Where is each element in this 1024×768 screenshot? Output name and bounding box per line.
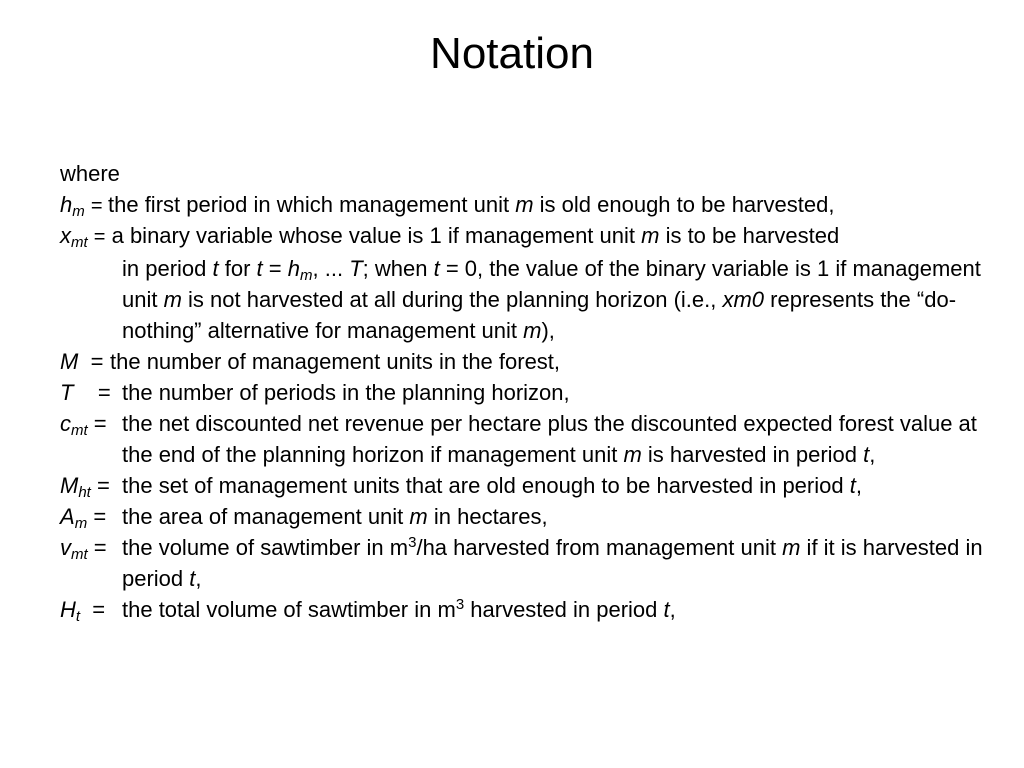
notation-list	[60, 158, 990, 625]
symbol-Am: $A_m$ =	[60, 504, 107, 532]
definition-Ht: $H_t$ = the total volume of sawtimber in $m^3$ harvested in period t,	[60, 596, 676, 625]
slide-title: Notation	[430, 29, 594, 78]
definition-M: M = the number of management units in the forest,	[60, 346, 990, 377]
definition-T: T = the number of periods in the planning horizon,	[60, 377, 990, 408]
definition-cmt: $c_{mt}$ = the net discounted net revenue per hectare plus the discounted expected forest value at the end of the planning horizon if management unit m is harvested in period t,	[60, 408, 990, 470]
symbol-hm: $h_m$ =	[60, 192, 103, 220]
definition-xmt: $x_{mt} = a$ binary variable whose value is 1 if management unit m is to be harvested in period t for $t = h_m$, ... T; when t = 0, the value of the binary variable is 1 if management unit m is not harvested at all during the planning horizon (i.e., xm0 represents the “do-nothing” alternative for management unit m),	[60, 223, 981, 343]
intro-text: where	[60, 161, 120, 186]
symbol-cmt: $c_{mt}$ =	[60, 411, 107, 439]
symbol-M: M =	[60, 349, 104, 374]
symbol-Mht: $M_{ht}$ =	[60, 473, 110, 501]
symbol-T: T =	[60, 380, 111, 405]
symbol-Ht: $H_t$ =	[60, 597, 106, 625]
definition-Mht: $M_{ht}$ = the set of management units that are old enough to be harvested in period t,	[60, 470, 990, 501]
definition-vmt: $v_{mt}$ = the volume of sawtimber in $m^3/ha$ harvested from management unit m if it is harvested in period t,	[60, 534, 983, 591]
symbol-vmt: $v_{mt}$ =	[60, 535, 107, 563]
definition-Am: $A_m$ = the area of management unit m in hectares,	[60, 501, 990, 532]
definition-hm: $h_m$ = the first period in which management unit m is old enough to be harvested,	[60, 189, 990, 220]
symbol-xmt: $x_{mt}$ =	[60, 223, 106, 251]
